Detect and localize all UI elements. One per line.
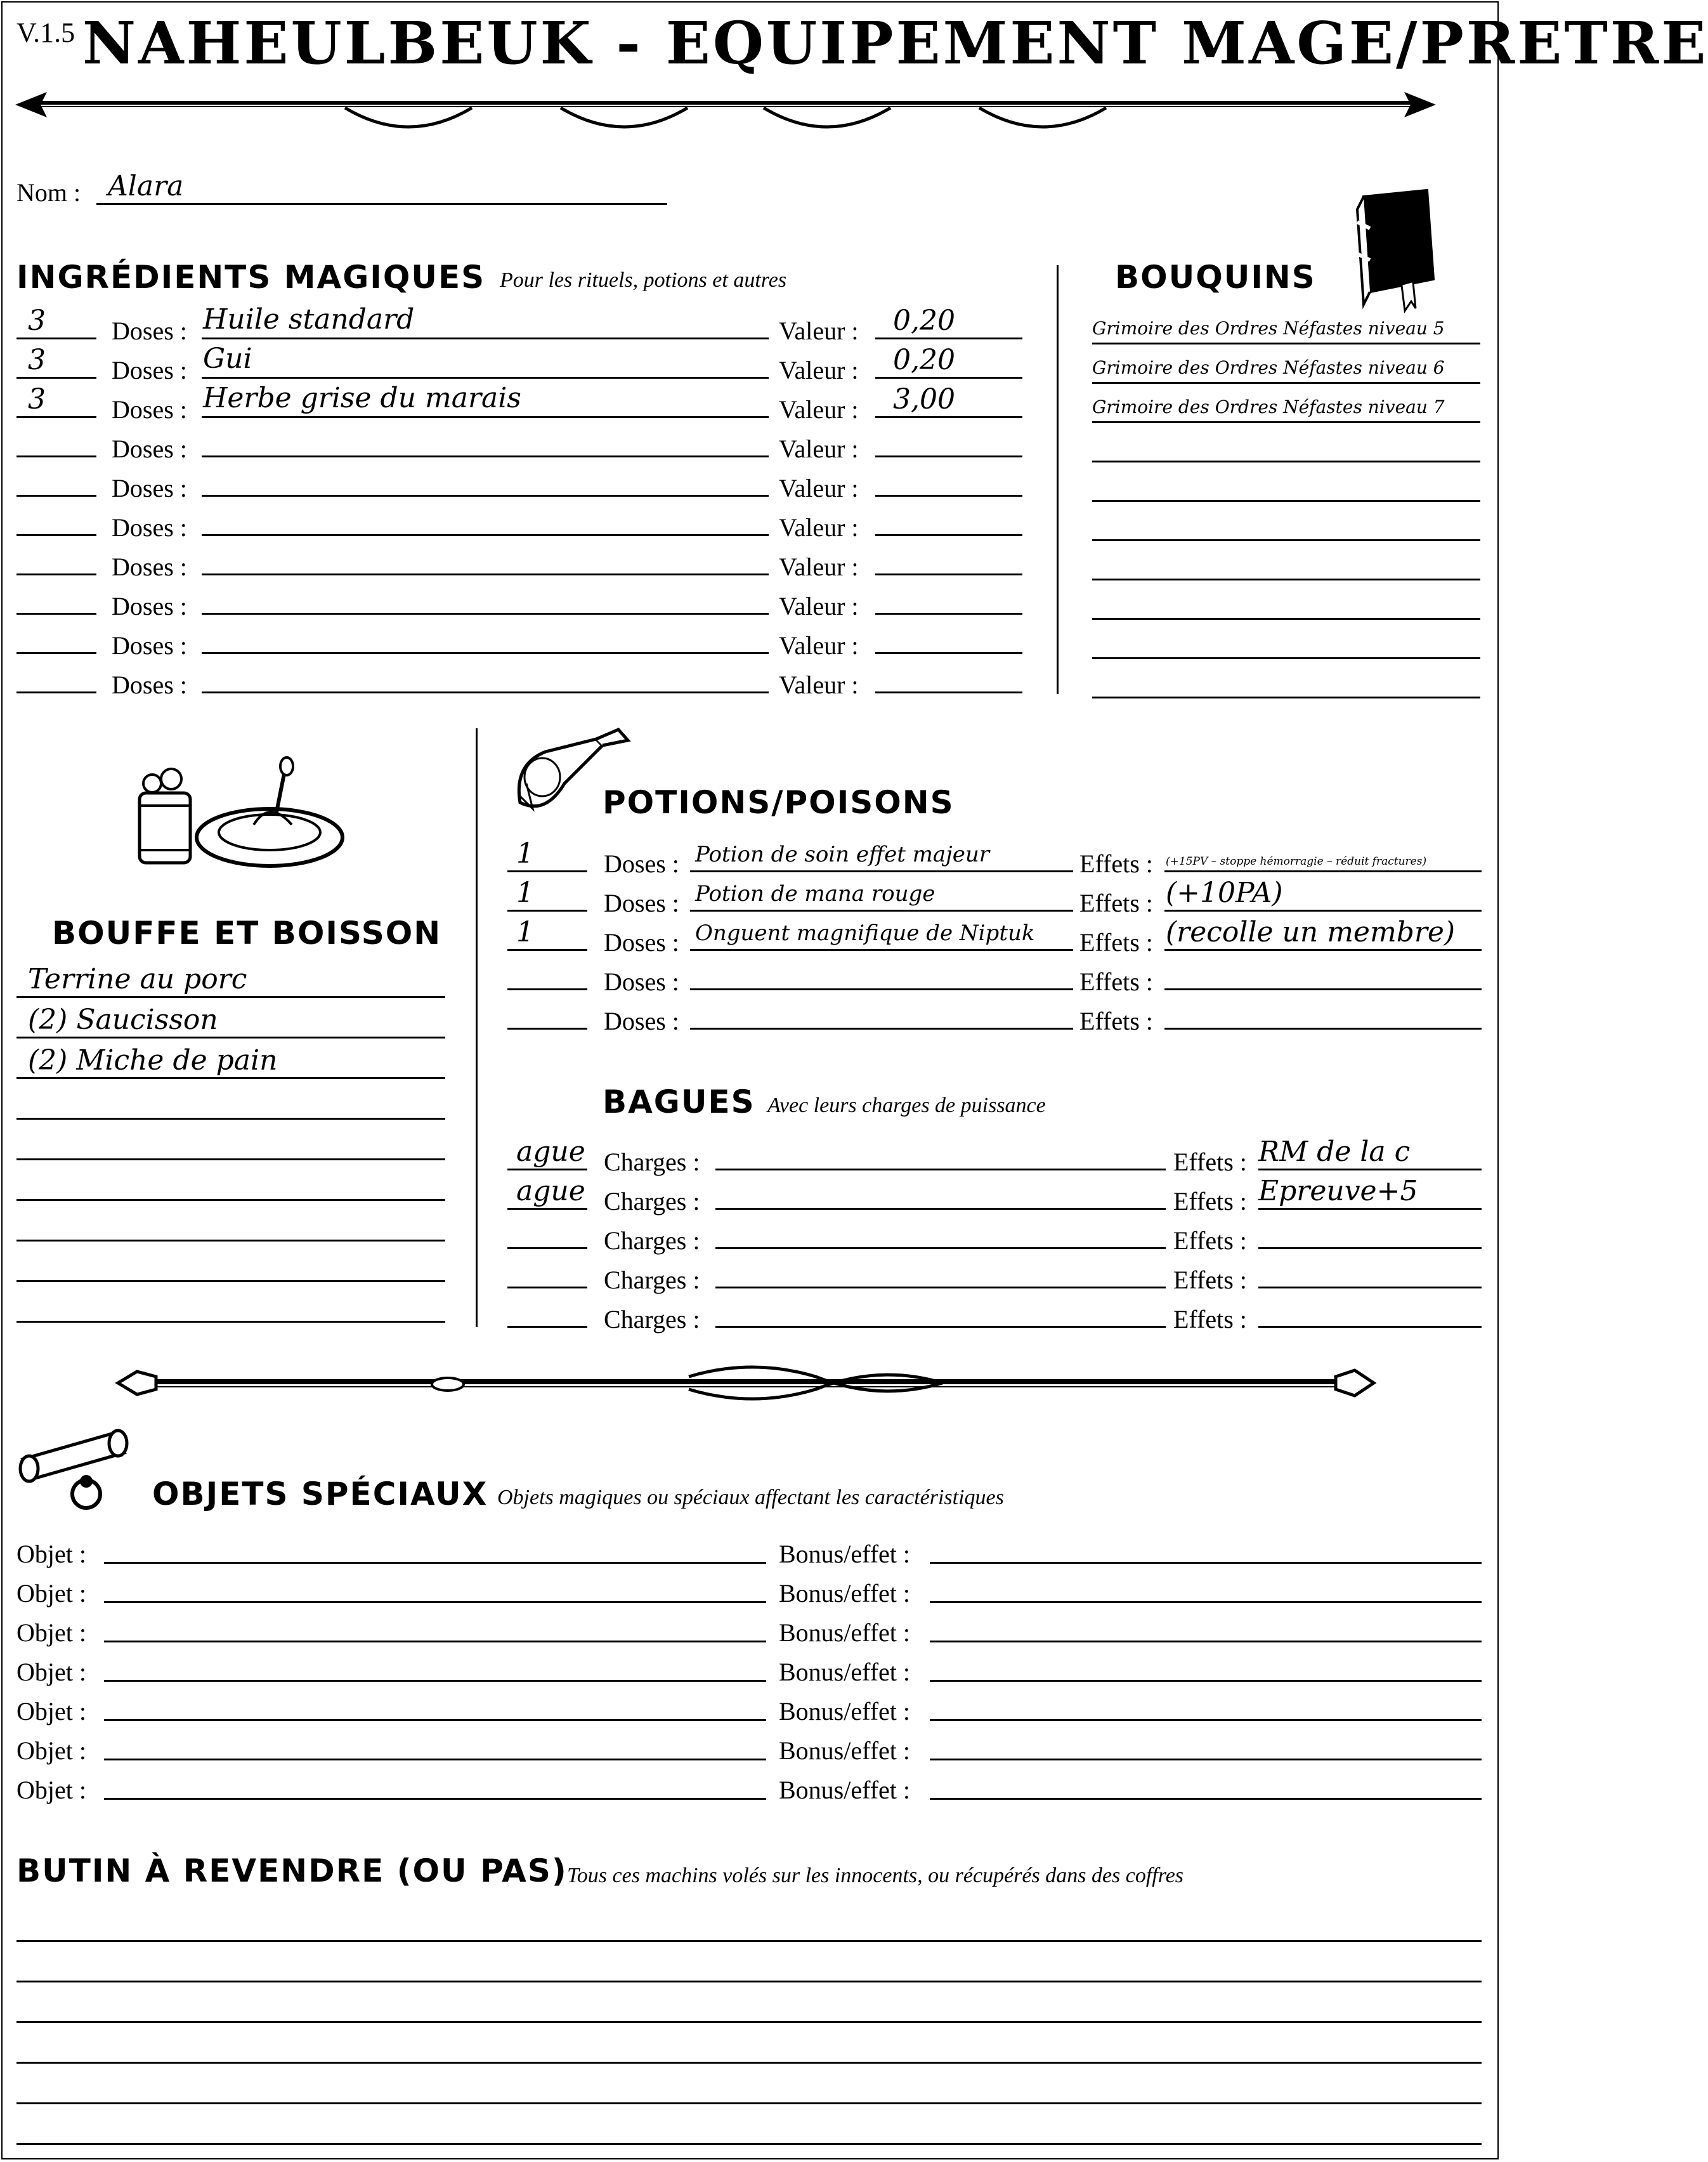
food-line: [16, 1118, 445, 1120]
book-line: [1092, 421, 1480, 423]
potion-doses-label: Doses :: [604, 1007, 679, 1035]
special-title: OBJETS SPÉCIAUX: [152, 1476, 488, 1512]
ingredient-doses-label: Doses :: [112, 395, 187, 424]
ingredient-qty[interactable]: 3: [28, 383, 46, 416]
name-field-line: [96, 203, 667, 205]
potion-qty-line: [507, 910, 587, 912]
ring-effect-line: [1258, 1169, 1482, 1170]
ring-effect[interactable]: RM de la c: [1258, 1136, 1411, 1168]
ingredients-title: INGRÉDIENTS MAGIQUES: [16, 259, 486, 296]
food-line: [16, 1321, 445, 1323]
ingredient-value-label: Valeur :: [779, 356, 859, 384]
object-line: [104, 1798, 766, 1800]
bonus-label: Bonus/effet :: [779, 1776, 911, 1804]
ring-effects-label: Effets :: [1173, 1226, 1247, 1255]
loot-line: [16, 2062, 1482, 2064]
ring-name-line: [507, 1287, 587, 1288]
ingredient-qty-line: [16, 573, 96, 575]
potion-effects-label: Effets :: [1079, 928, 1153, 957]
potion-doses-label: Doses :: [604, 889, 679, 917]
food-line: [16, 1077, 445, 1079]
ingredient-value-label: Valeur :: [779, 317, 859, 345]
ring-effect-line: [1258, 1326, 1482, 1328]
ingredient-value-line: [875, 534, 1022, 536]
potion-effect[interactable]: (recolle un membre): [1166, 916, 1456, 948]
ingredient-value-label: Valeur :: [779, 435, 859, 463]
ingredient-value-label: Valeur :: [779, 513, 859, 542]
book-line: [1092, 382, 1480, 384]
food-icon: [133, 755, 349, 875]
bonus-label: Bonus/effet :: [779, 1540, 911, 1568]
ingredient-name-line: [202, 495, 769, 497]
potion-effects-label: Effets :: [1079, 967, 1153, 996]
ingredient-value[interactable]: 3,00: [893, 383, 955, 416]
potion-name-line: [690, 910, 1073, 912]
ingredient-doses-label: Doses :: [112, 356, 187, 384]
potion-qty-line: [507, 988, 587, 990]
book-line: [1092, 539, 1480, 541]
book-line: [1092, 657, 1480, 659]
ingredient-doses-label: Doses :: [112, 435, 187, 463]
ingredient-name-line: [202, 455, 769, 457]
potion-qty-line: [507, 949, 587, 951]
ingredient-doses-label: Doses :: [112, 513, 187, 542]
arrow-divider-icon: [15, 76, 1436, 140]
ingredient-qty[interactable]: 3: [28, 344, 46, 376]
ingredient-doses-label: Doses :: [112, 631, 187, 660]
ingredient-name-line: [202, 337, 769, 339]
loot-line: [16, 2102, 1482, 2104]
book-line: [1092, 461, 1480, 462]
ingredient-name-line: [202, 573, 769, 575]
food-line: [16, 1240, 445, 1242]
ingredient-value-label: Valeur :: [779, 592, 859, 620]
ingredient-name-line: [202, 613, 769, 615]
potion-effect-line: [1164, 910, 1482, 912]
food-line: [16, 1280, 445, 1282]
ring-charges-line: [715, 1326, 1166, 1328]
potion-qty-line: [507, 870, 587, 872]
potion-effect[interactable]: (+10PA): [1166, 877, 1283, 909]
ingredient-value[interactable]: 0,20: [893, 344, 955, 376]
ingredient-qty-line: [16, 377, 96, 379]
object-line: [104, 1759, 766, 1760]
ingredient-value[interactable]: 0,20: [893, 305, 955, 337]
ring-charges-line: [715, 1287, 1166, 1288]
potion-name[interactable]: Potion de soin effet majeur: [695, 842, 989, 867]
name-value[interactable]: Alara: [108, 170, 184, 202]
rings-title: BAGUES: [603, 1084, 755, 1120]
ring-charges-line: [715, 1169, 1166, 1170]
ingredient-doses-label: Doses :: [112, 671, 187, 699]
page-title: NAHEULBEUK - EQUIPEMENT MAGE/PRETRE: [82, 9, 1708, 77]
food-title: BOUFFE ET BOISSON: [52, 915, 442, 952]
ring-name-line: [507, 1169, 587, 1170]
object-line: [104, 1562, 766, 1564]
bonus-line: [930, 1680, 1482, 1682]
loot-line: [16, 2021, 1482, 2023]
name-label: Nom :: [16, 178, 81, 207]
bonus-line: [930, 1641, 1482, 1642]
ring-name-line: [507, 1326, 587, 1328]
ingredient-qty-line: [16, 691, 96, 693]
ring-charges-line: [715, 1208, 1166, 1210]
potion-effects-label: Effets :: [1079, 889, 1153, 917]
potion-effects-label: Effets :: [1079, 1007, 1153, 1035]
food-line: [16, 996, 445, 998]
potion-effect-line: [1164, 988, 1482, 990]
potion-name-line: [690, 949, 1073, 951]
potion-name-line: [690, 988, 1073, 990]
book-line: [1092, 500, 1480, 502]
ingredient-qty-line: [16, 613, 96, 615]
ingredient-name[interactable]: Herbe grise du marais: [203, 382, 521, 414]
food-entry[interactable]: Terrine au porc: [28, 963, 247, 995]
object-label: Objet :: [16, 1697, 86, 1726]
ingredient-doses-label: Doses :: [112, 592, 187, 620]
book-icon: [1345, 184, 1440, 311]
potion-name-line: [690, 870, 1073, 872]
book-line: [1092, 697, 1480, 698]
book-entry[interactable]: Grimoire des Ordres Néfastes niveau 5: [1092, 318, 1445, 339]
ingredient-qty-line: [16, 337, 96, 339]
ingredient-value-line: [875, 573, 1022, 575]
ingredient-name-line: [202, 377, 769, 379]
ingredient-value-line: [875, 495, 1022, 497]
bonus-line: [930, 1562, 1482, 1564]
loot-line: [16, 1981, 1482, 1982]
ingredient-qty-line: [16, 455, 96, 457]
object-label: Objet :: [16, 1776, 86, 1804]
ring-name-line: [507, 1208, 587, 1210]
object-label: Objet :: [16, 1658, 86, 1686]
ring-effects-label: Effets :: [1173, 1266, 1247, 1294]
potion-doses-label: Doses :: [604, 849, 679, 878]
potion-doses-label: Doses :: [604, 928, 679, 957]
book-entry[interactable]: Grimoire des Ordres Néfastes niveau 7: [1092, 396, 1445, 417]
ingredient-value-line: [875, 691, 1022, 693]
ring-effects-label: Effets :: [1173, 1148, 1247, 1176]
ingredient-qty-line: [16, 416, 96, 418]
food-entry[interactable]: (2) Saucisson: [28, 1004, 218, 1036]
bonus-label: Bonus/effet :: [779, 1618, 911, 1647]
food-line: [16, 1158, 445, 1160]
object-label: Objet :: [16, 1618, 86, 1647]
ingredient-value-label: Valeur :: [779, 474, 859, 502]
food-line: [16, 1037, 445, 1038]
object-line: [104, 1680, 766, 1682]
ingredient-name-line: [202, 652, 769, 654]
potion-effect-line: [1164, 949, 1482, 951]
ingredient-name[interactable]: Huile standard: [203, 303, 415, 336]
special-subtitle: Objets magiques ou spéciaux affectant les caractéristiques: [497, 1486, 1004, 1509]
book-entry[interactable]: Grimoire des Ordres Néfastes niveau 6: [1092, 357, 1445, 378]
version-label: V.1.5: [16, 17, 75, 48]
food-column-divider: [476, 728, 478, 1327]
ring-charges-label: Charges :: [604, 1187, 700, 1215]
potion-qty[interactable]: 1: [516, 877, 534, 909]
ingredient-value-line: [875, 455, 1022, 457]
potion-qty-line: [507, 1028, 587, 1030]
ingredient-name-line: [202, 416, 769, 418]
scroll-ring-icon: [16, 1421, 143, 1516]
bonus-label: Bonus/effet :: [779, 1579, 911, 1608]
loot-line: [16, 1940, 1482, 1942]
ring-name[interactable]: ague: [516, 1136, 585, 1168]
loot-subtitle: Tous ces machins volés sur les innocents, ou récupérés dans des coffres: [567, 1864, 1184, 1887]
bonus-label: Bonus/effet :: [779, 1697, 911, 1726]
potions-title: POTIONS/POISONS: [603, 784, 955, 821]
ingredient-value-label: Valeur :: [779, 671, 859, 699]
object-line: [104, 1719, 766, 1721]
potion-name[interactable]: Potion de mana rouge: [695, 881, 935, 907]
book-line: [1092, 579, 1480, 580]
object-line: [104, 1641, 766, 1642]
column-divider: [1057, 265, 1059, 694]
potion-effect-line: [1164, 1028, 1482, 1030]
rings-subtitle: Avec leurs charges de puissance: [767, 1094, 1046, 1117]
ingredient-value-line: [875, 652, 1022, 654]
ring-charges-label: Charges :: [604, 1305, 700, 1333]
ingredient-name-line: [202, 691, 769, 693]
ingredient-name[interactable]: Gui: [203, 343, 252, 375]
ring-effect-line: [1258, 1208, 1482, 1210]
loot-line: [16, 2143, 1482, 2145]
ingredient-value-label: Valeur :: [779, 553, 859, 581]
ingredient-value-label: Valeur :: [779, 631, 859, 660]
bonus-line: [930, 1601, 1482, 1603]
object-label: Objet :: [16, 1579, 86, 1608]
books-title: BOUQUINS: [1115, 259, 1316, 296]
object-line: [104, 1601, 766, 1603]
ingredient-doses-label: Doses :: [112, 553, 187, 581]
ring-name-line: [507, 1247, 587, 1249]
potion-effects-label: Effets :: [1079, 849, 1153, 878]
ingredient-value-line: [875, 337, 1022, 339]
potion-effect-line: [1164, 870, 1482, 872]
ingredient-value-line: [875, 613, 1022, 615]
ingredient-name-line: [202, 534, 769, 536]
ingredient-value-line: [875, 377, 1022, 379]
food-line: [16, 1199, 445, 1201]
ingredient-qty-line: [16, 495, 96, 497]
book-line: [1092, 618, 1480, 620]
bonus-label: Bonus/effet :: [779, 1736, 911, 1765]
loot-title: BUTIN À REVENDRE (OU PAS): [16, 1852, 568, 1889]
ring-effect[interactable]: Epreuve+5: [1258, 1175, 1418, 1207]
staff-divider-icon: [118, 1358, 1374, 1408]
potion-qty[interactable]: 1: [516, 837, 534, 870]
ring-name[interactable]: ague: [516, 1175, 585, 1207]
potion-effect[interactable]: (+15PV – stoppe hémorragie – réduit fractures): [1166, 855, 1427, 868]
ingredient-qty[interactable]: 3: [28, 305, 46, 337]
ring-effect-line: [1258, 1247, 1482, 1249]
ring-effects-label: Effets :: [1173, 1187, 1247, 1215]
bonus-line: [930, 1759, 1482, 1760]
object-label: Objet :: [16, 1540, 86, 1568]
potion-name-line: [690, 1028, 1073, 1030]
ingredient-qty-line: [16, 534, 96, 536]
book-line: [1092, 343, 1480, 344]
potion-qty[interactable]: 1: [516, 916, 534, 948]
food-entry[interactable]: (2) Miche de pain: [28, 1044, 278, 1077]
bonus-line: [930, 1798, 1482, 1800]
ring-charges-label: Charges :: [604, 1226, 700, 1255]
ingredients-subtitle: Pour les rituels, potions et autres: [500, 268, 787, 292]
ingredient-value-line: [875, 416, 1022, 418]
potion-name[interactable]: Onguent magnifique de Niptuk: [695, 920, 1035, 946]
bonus-label: Bonus/effet :: [779, 1658, 911, 1686]
ring-effect-line: [1258, 1287, 1482, 1288]
bonus-line: [930, 1719, 1482, 1721]
ingredient-value-label: Valeur :: [779, 395, 859, 424]
potion-doses-label: Doses :: [604, 967, 679, 996]
object-label: Objet :: [16, 1736, 86, 1765]
ingredient-qty-line: [16, 652, 96, 654]
ring-effects-label: Effets :: [1173, 1305, 1247, 1333]
ring-charges-line: [715, 1247, 1166, 1249]
ring-charges-label: Charges :: [604, 1148, 700, 1176]
ring-charges-label: Charges :: [604, 1266, 700, 1294]
ingredient-doses-label: Doses :: [112, 474, 187, 502]
ingredient-doses-label: Doses :: [112, 317, 187, 345]
